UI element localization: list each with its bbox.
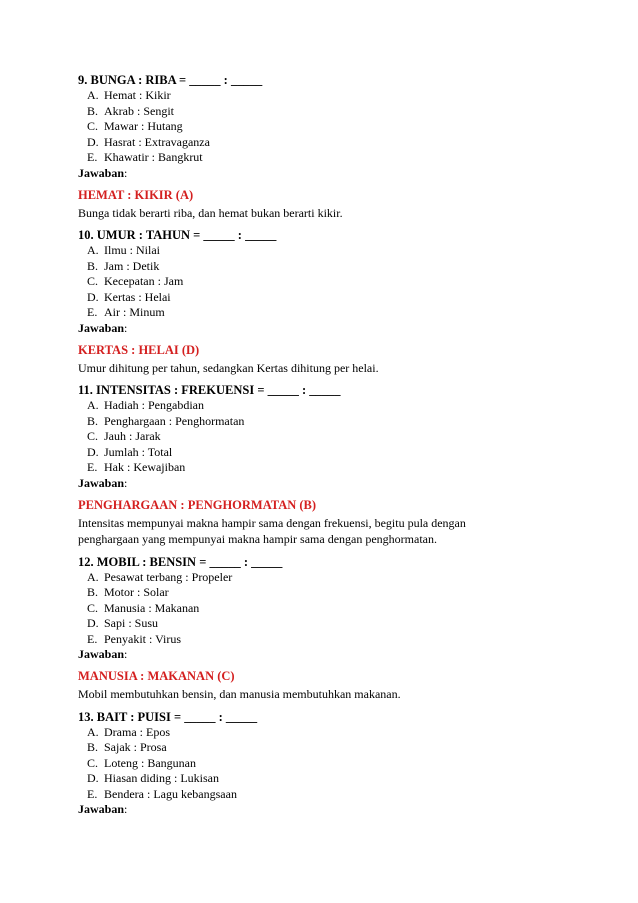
option-e: [87, 305, 578, 321]
option-e: [87, 787, 578, 803]
option-text: Jumlah : Total: [104, 444, 173, 459]
option-d: [87, 616, 578, 632]
option-text: Penghargaan : Penghormatan: [104, 413, 245, 428]
explanation-text: Umur dihitung per tahun, sedangkan Kertas dihitung per helai.: [78, 360, 379, 375]
answer-label-colon: :: [124, 320, 128, 335]
option-letter: E.: [87, 631, 98, 646]
option-text: Sajak : Prosa: [104, 740, 167, 754]
answer-label-colon: :: [124, 475, 128, 490]
option-a: [87, 243, 578, 259]
question-title: 13. BAIT : PUISI = _____ : _____: [78, 709, 258, 724]
option-text: Manusia : Makanan: [104, 600, 200, 615]
option-letter: C.: [87, 429, 99, 443]
option-letter: C.: [87, 274, 99, 288]
option-a: [87, 398, 578, 414]
option-text: Jauh : Jarak: [104, 429, 161, 443]
option-c: [87, 274, 578, 290]
option-c: [87, 429, 578, 445]
answer-label: [78, 647, 578, 662]
question-13: [78, 710, 578, 818]
answer-label-colon: :: [124, 802, 128, 816]
option-letter: A.: [87, 88, 99, 102]
option-text: Bendera : Lagu kebangsaan: [104, 786, 237, 801]
option-d: [87, 290, 578, 306]
option-d: [87, 135, 578, 151]
option-letter: D.: [87, 771, 99, 785]
option-letter: E.: [87, 150, 98, 164]
option-list: [78, 725, 578, 803]
answer-text: MANUSIA : MAKANAN (C): [78, 669, 235, 683]
option-c: [87, 601, 578, 617]
answer-label-colon: :: [124, 165, 128, 180]
option-text: Kertas : Helai: [104, 289, 171, 304]
option-text: Hasrat : Extravaganza: [104, 134, 210, 149]
answer-label-colon: :: [124, 647, 128, 661]
option-b: [87, 740, 578, 756]
option-text: Kecepatan : Jam: [104, 274, 184, 288]
answer-text: PENGHARGAAN : PENGHORMATAN (B): [78, 497, 317, 512]
question-11: [78, 383, 578, 548]
option-letter: B.: [87, 413, 99, 428]
option-c: [87, 756, 578, 772]
option-d: [87, 445, 578, 461]
option-letter: A.: [87, 724, 99, 739]
question-title: 11. INTENSITAS : FREKUENSI = _____ : _____: [78, 383, 341, 397]
option-e: [87, 460, 578, 476]
option-letter: B.: [87, 585, 99, 599]
option-letter: A.: [87, 398, 99, 412]
option-text: Jam : Detik: [104, 258, 160, 273]
option-text: Hemat : Kikir: [104, 88, 171, 102]
option-letter: B.: [87, 740, 99, 754]
option-letter: B.: [87, 103, 99, 118]
option-list: [78, 243, 578, 321]
option-letter: A.: [87, 243, 99, 257]
answer-label-text: Jawaban: [78, 165, 125, 180]
option-letter: E.: [87, 786, 98, 801]
question-10: [78, 228, 578, 376]
option-text: Drama : Epos: [104, 724, 170, 739]
option-list: [78, 88, 578, 166]
option-list: [78, 570, 578, 648]
option-text: Hiasan diding : Lukisan: [104, 771, 219, 785]
option-text: Air : Minum: [104, 305, 165, 319]
answer-label: [78, 321, 578, 336]
option-e: [87, 632, 578, 648]
option-text: Loteng : Bangunan: [104, 755, 196, 770]
option-c: [87, 119, 578, 135]
option-letter: D.: [87, 444, 99, 459]
option-letter: C.: [87, 119, 99, 133]
option-letter: D.: [87, 289, 99, 304]
option-letter: B.: [87, 258, 99, 273]
explanation-text: Mobil membutuhkan bensin, dan manusia membutuhkan makanan.: [78, 687, 401, 701]
answer-label-text: Jawaban: [78, 802, 125, 816]
option-letter: C.: [87, 600, 99, 615]
option-text: Mawar : Hutang: [104, 119, 183, 133]
answer-label: [78, 166, 578, 181]
option-text: Pesawat terbang : Propeler: [104, 569, 233, 584]
option-b: [87, 259, 578, 275]
answer-label: [78, 802, 578, 817]
option-text: Sapi : Susu: [104, 616, 159, 630]
question-12: [78, 555, 578, 703]
answer-label: [78, 476, 578, 491]
answer-label-text: Jawaban: [78, 320, 125, 335]
option-a: [87, 88, 578, 104]
explanation-text: Intensitas mempunyai makna hampir sama dengan frekuensi, begitu pula dengan penghargaan yang mempunyai makna hampir sama dengan penghormatan.: [78, 515, 466, 546]
option-d: [87, 771, 578, 787]
question-9: [78, 73, 578, 221]
option-letter: E.: [87, 305, 98, 319]
option-text: Motor : Solar: [104, 585, 169, 599]
option-e: [87, 150, 578, 166]
option-letter: D.: [87, 616, 99, 630]
option-list: [78, 398, 578, 476]
answer-text: KERTAS : HELAI (D): [78, 342, 200, 357]
question-title: 9. BUNGA : RIBA = _____ : _____: [78, 73, 263, 87]
option-letter: A.: [87, 569, 99, 584]
option-text: Hak : Kewajiban: [104, 460, 186, 474]
option-b: [87, 104, 578, 120]
document-page: [78, 73, 578, 817]
option-text: Ilmu : Nilai: [104, 243, 160, 257]
answer-label-text: Jawaban: [78, 647, 125, 661]
question-title: 12. MOBIL : BENSIN = _____ : _____: [78, 554, 283, 569]
answer-label-text: Jawaban: [78, 475, 125, 490]
option-b: [87, 585, 578, 601]
answer-text: HEMAT : KIKIR (A): [78, 187, 194, 202]
option-text: Khawatir : Bangkrut: [104, 150, 203, 164]
option-letter: D.: [87, 134, 99, 149]
option-a: [87, 725, 578, 741]
option-letter: C.: [87, 755, 99, 770]
option-text: Hadiah : Pengabdian: [104, 398, 204, 412]
option-text: Penyakit : Virus: [104, 631, 182, 646]
question-title: 10. UMUR : TAHUN = _____ : _____: [78, 228, 277, 242]
explanation-text: Bunga tidak berarti riba, dan hemat bukan berarti kikir.: [78, 205, 343, 220]
option-text: Akrab : Sengit: [104, 103, 174, 118]
option-b: [87, 414, 578, 430]
option-letter: E.: [87, 460, 98, 474]
option-a: [87, 570, 578, 586]
